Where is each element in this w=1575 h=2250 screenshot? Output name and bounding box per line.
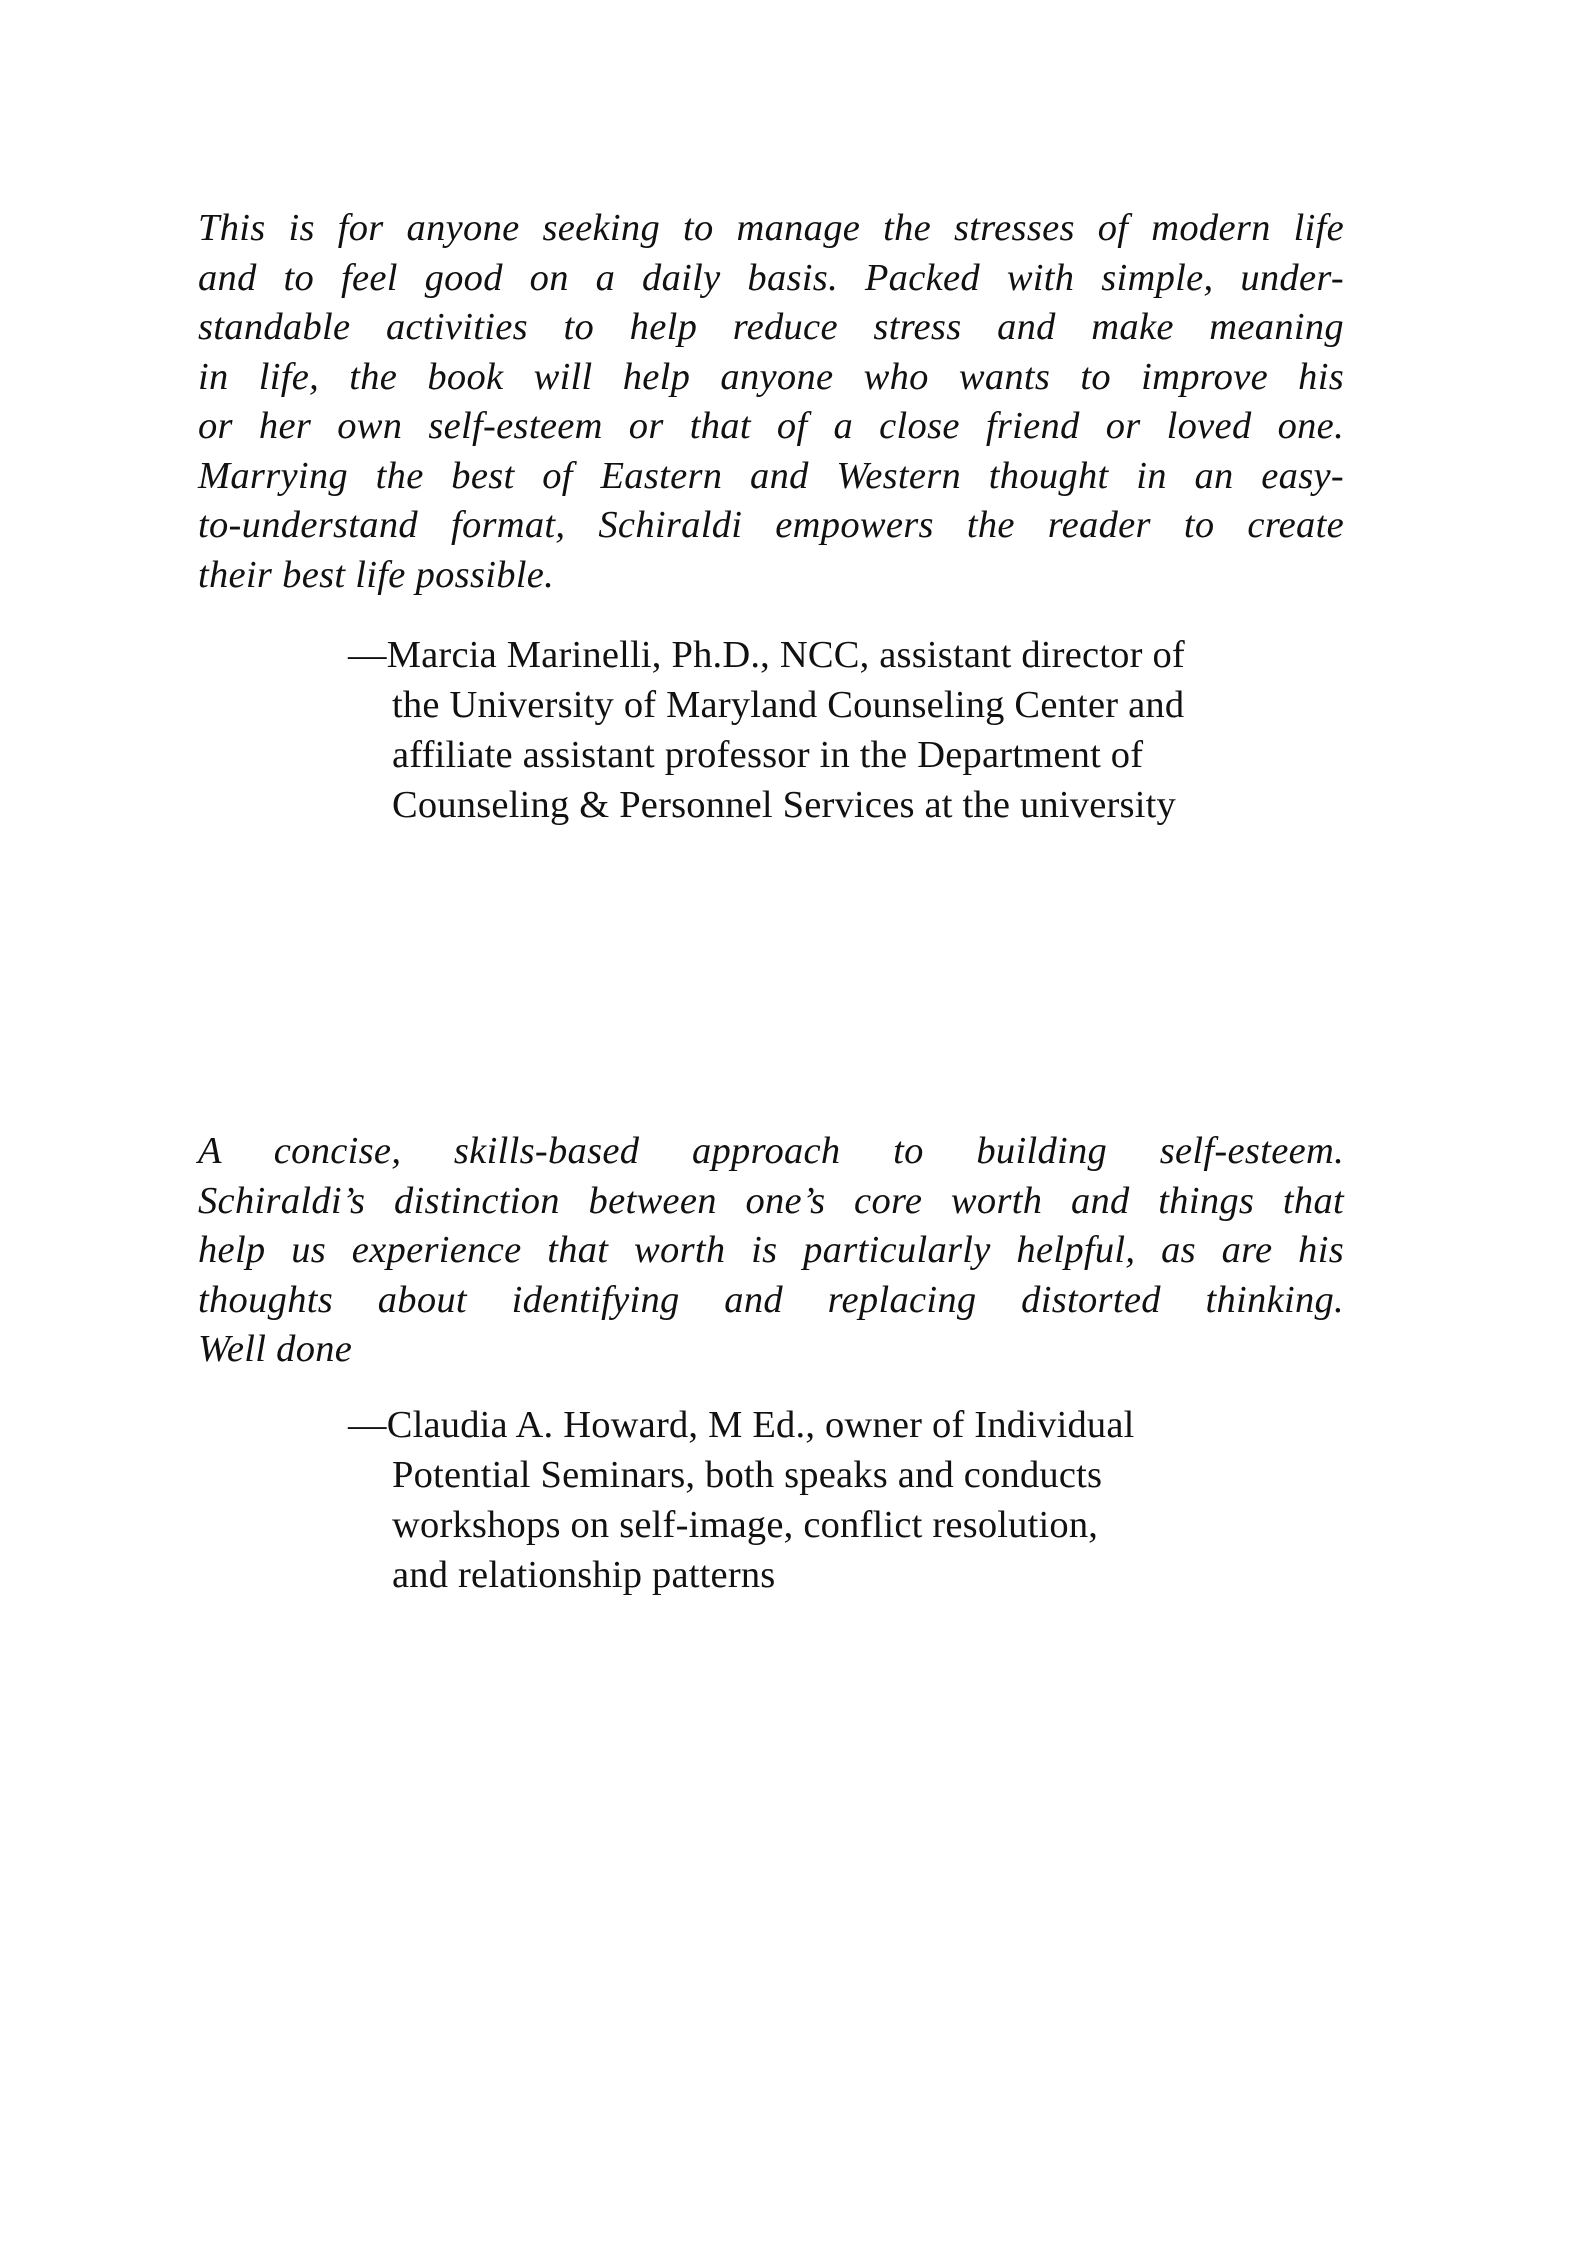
quote-line: and to feel good on a daily basis. Packed with simple, under- [198, 256, 1344, 299]
endorsement-attribution-2 [348, 1400, 1358, 1600]
quote-line: Well done [198, 1328, 353, 1370]
attribution-line: affiliate assistant professor in the Department of [392, 734, 1144, 776]
quote-line: Schiraldi’s distinction between one’s core worth and things that [198, 1179, 1344, 1222]
attribution-line: the University of Maryland Counseling Center and [392, 684, 1185, 726]
endorsement-quote-1 [198, 204, 1344, 600]
quote-line: A concise, skills-based approach to building self-esteem. [198, 1130, 1344, 1172]
quote-line: or her own self-esteem or that of a close friend or loved one. [198, 405, 1344, 447]
attribution-line: workshops on self-image, conflict resolution, [392, 1504, 1099, 1546]
quote-line: thoughts about identifying and replacing distorted thinking. [198, 1278, 1344, 1321]
endorsement-attribution-1 [348, 630, 1358, 830]
attribution-line: —Claudia A. Howard, M Ed., owner of Individual [348, 1404, 1135, 1446]
quote-line: standable activities to help reduce stress and make meaning [198, 306, 1344, 348]
quote-line: Marrying the best of Eastern and Western thought in an easy- [198, 454, 1344, 497]
attribution-line: —Marcia Marinelli, Ph.D., NCC, assistant director of [348, 634, 1185, 676]
attribution-line: Counseling & Personnel Services at the university [392, 784, 1176, 826]
attribution-line: and relationship patterns [392, 1554, 776, 1596]
quote-line: help us experience that worth is particularly helpful, as are his [198, 1229, 1344, 1271]
attribution-line: Potential Seminars, both speaks and conducts [392, 1454, 1103, 1496]
endorsement-quote-2 [198, 1127, 1344, 1375]
quote-line: to-understand format, Schiraldi empowers the reader to create [198, 504, 1344, 546]
quote-line: their best life possible. [198, 553, 555, 596]
quote-line: This is for anyone seeking to manage the stresses of modern life [198, 207, 1344, 249]
quote-line: in life, the book will help anyone who wants to improve his [198, 355, 1344, 398]
